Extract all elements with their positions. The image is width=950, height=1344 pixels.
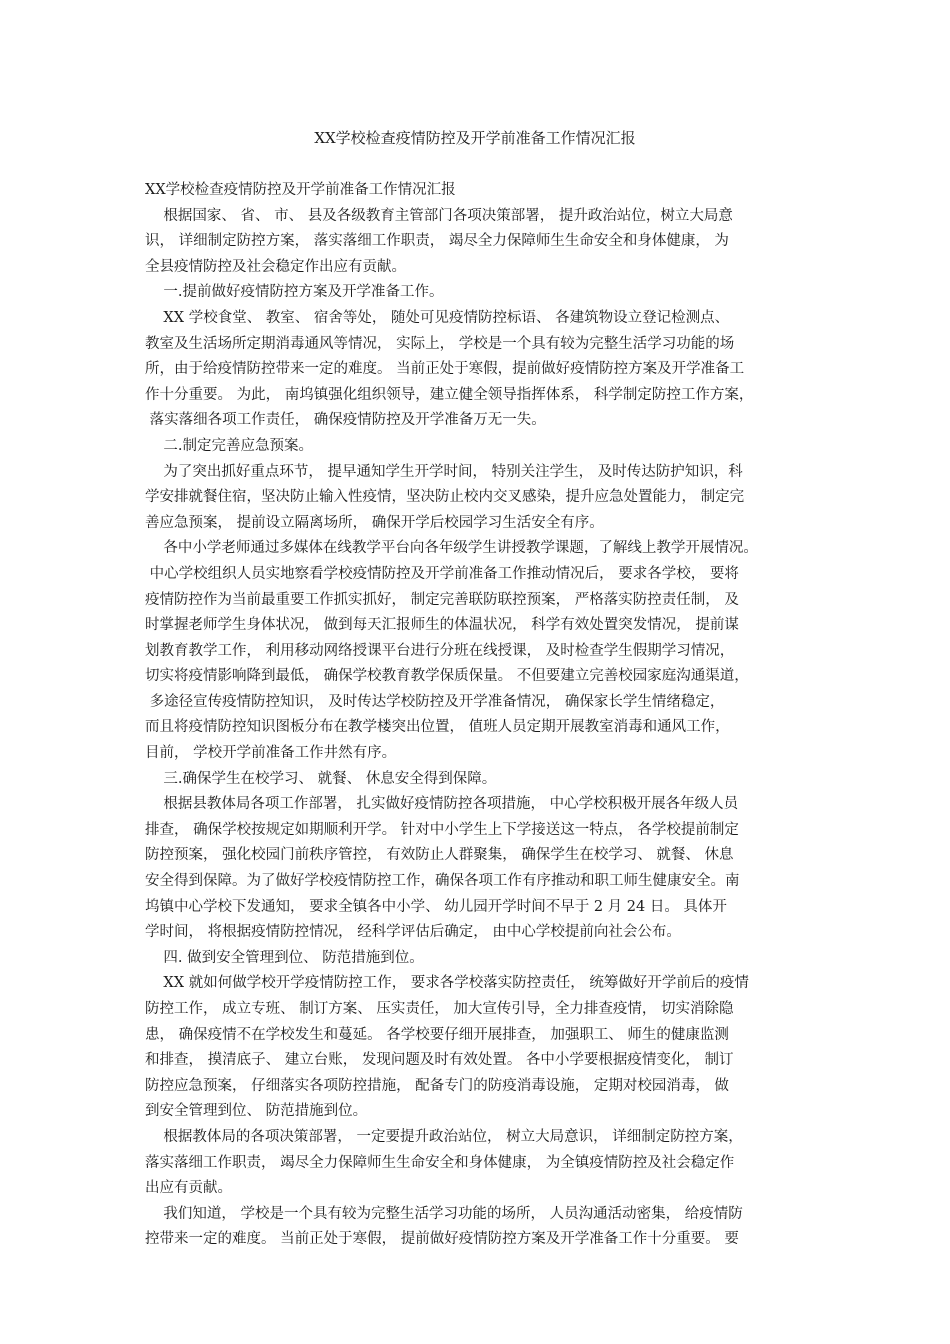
text-line: 目前， 学校开学前准备工作井然有序。 xyxy=(145,745,397,762)
text-line: 控带来一定的难度。 当前正处于寒假， 提前做好疫情防控方案及开学准备工作十分重要。 要 xyxy=(145,1231,739,1248)
text-line: 患， 确保疫情不在学校发生和蔓延。 各学校要仔细开展排查， 加强职工、 师生的健康监测 xyxy=(145,1026,729,1043)
text-line: 二.制定完善应急预案。 xyxy=(145,437,314,454)
text-line: 到安全管理到位、 防范措施到位。 xyxy=(145,1103,368,1120)
text-line: 学安排就餐住宿，坚决防止输入性疫情，坚决防止校内交叉感染，提升应急处置能力， 制定完 xyxy=(145,489,745,506)
text-line: 根据教体局的各项决策部署， 一定要提升政治站位， 树立大局意识， 详细制定防控方案， xyxy=(145,1128,743,1145)
document-title: XX学校检查疫情防控及开学前准备工作情况汇报 xyxy=(314,129,636,147)
text-line: 坞镇中心学校下发通知， 要求全镇各中小学、 幼儿园开学时间不早于 2 月 24 日。 具体开 xyxy=(145,898,727,915)
text-line: XX 就如何做学校开学疫情防控工作， 要求各学校落实防控责任， 统筹做好开学前后的疫情 xyxy=(145,975,749,992)
text-line: 时掌握老师学生身体状况， 做到每天汇报师生的体温状况， 科学有效处置突发情况， 提前谋 xyxy=(145,617,739,634)
text-line: 防控预案， 强化校园门前秩序管控， 有效防止人群聚集， 确保学生在校学习、 就餐、 休息 xyxy=(145,847,734,864)
text-line: 而且将疫情防控知识图板分布在教学楼突出位置， 值班人员定期开展教室消毒和通风工作， xyxy=(145,719,730,736)
text-line: 各中小学老师通过多媒体在线教学平台向各年级学生讲授教学课题，了解线上教学开展情况。 xyxy=(145,540,758,557)
text-line: 为了突出抓好重点环节， 提早通知学生开学时间， 特别关注学生， 及时传达防护知识，科 xyxy=(145,463,743,480)
text-line: 根据国家、 省、 市、 县及各级教育主管部门各项决策部署， 提升政治站位，树立大局意 xyxy=(145,207,733,224)
text-line: 中心学校组织人员实地察看学校疫情防控及开学前准备工作推动情况后， 要求各学校， 要将 xyxy=(145,565,739,582)
text-line: 我们知道， 学校是一个具有较为完整生活学习功能的场所， 人员沟通活动密集， 给疫情防 xyxy=(145,1205,743,1222)
text-line: 落实落细各项工作责任， 确保疫情防控及开学准备万无一失。 xyxy=(145,412,546,429)
text-line: 疫情防控作为当前最重要工作抓实抓好， 制定完善联防联控预案， 严格落实防控责任制， 及 xyxy=(145,591,739,608)
text-line: 教室及生活场所定期消毒通风等情况， 实际上， 学校是一个具有较为完整生活学习功能的场 xyxy=(145,335,735,352)
text-line: XX 学校食堂、 教室、 宿舍等处， 随处可见疫情防控标语、 各建筑物设立登记检测点、 xyxy=(145,309,730,326)
text-line: 学时间， 将根据疫情防控情况， 经科学评估后确定， 由中心学校提前向社会公布。 xyxy=(145,924,681,941)
text-line: 和排查， 摸清底子、 建立台账， 发现问题及时有效处置。 各中小学要根据疫情变化， 制订 xyxy=(145,1052,734,1069)
text-line: 作十分重要。 为此， 南坞镇强化组织领导，建立健全领导指挥体系， 科学制定防控工作方案， xyxy=(145,386,754,403)
text-line: 全县疫情防控及社会稳定作出应有贡献。 xyxy=(145,258,406,275)
text-line: 安全得到保障。为了做好学校疫情防控工作，确保各项工作有序推动和职工师生健康安全。南 xyxy=(145,873,740,890)
text-line: 排查， 确保学校按规定如期顺利开学。 针对中小学生上下学接送这一特点， 各学校提前制定 xyxy=(145,821,739,838)
document-body xyxy=(145,178,825,1253)
text-line: 切实将疫情影响降到最低， 确保学校教育教学保质保量。 不但要建立完善校园家庭沟通渠道， xyxy=(145,668,749,685)
text-line: 落实落细工作职责， 竭尽全力保障师生生命安全和身体健康， 为全镇疫情防控及社会稳定作 xyxy=(145,1154,735,1171)
text-line: 一.提前做好疫情防控方案及开学准备工作。 xyxy=(145,284,444,301)
text-line: 三.确保学生在校学习、 就餐、 休息安全得到保障。 xyxy=(145,770,497,787)
text-line: 防控工作， 成立专班、 制订方案、 压实责任， 加大宣传引导，全力排查疫情， 切实消除隐 xyxy=(145,1001,734,1017)
text-line: 根据县教体局各项工作部署， 扎实做好疫情防控各项措施， 中心学校积极开展各年级人员 xyxy=(145,796,739,813)
text-line: 所，由于给疫情防控带来一定的难度。 当前正处于寒假，提前做好疫情防控方案及开学准备工 xyxy=(145,361,745,378)
text-line: 防控应急预案， 仔细落实各项防控措施， 配备专门的防疫消毒设施， 定期对校园消毒， 做 xyxy=(145,1077,729,1094)
text-line: 出应有贡献。 xyxy=(145,1180,232,1197)
text-line: 划教育教学工作， 利用移动网络授课平台进行分班在线授课， 及时检查学生假期学习情况， xyxy=(145,642,735,659)
text-line: XX学校检查疫情防控及开学前准备工作情况汇报 xyxy=(145,182,456,198)
text-line: 善应急预案， 提前设立隔离场所， 确保开学后校园学习生活安全有序。 xyxy=(145,514,604,531)
text-line: 四. 做到安全管理到位、 防范措施到位。 xyxy=(145,949,424,966)
text-line: 多途径宣传疫情防控知识， 及时传达学校防控及开学准备情况， 确保家长学生情绪稳定， xyxy=(145,693,725,710)
text-line: 识， 详细制定防控方案， 落实落细工作职责， 竭尽全力保障师生生命安全和身体健康， 为 xyxy=(145,233,729,250)
